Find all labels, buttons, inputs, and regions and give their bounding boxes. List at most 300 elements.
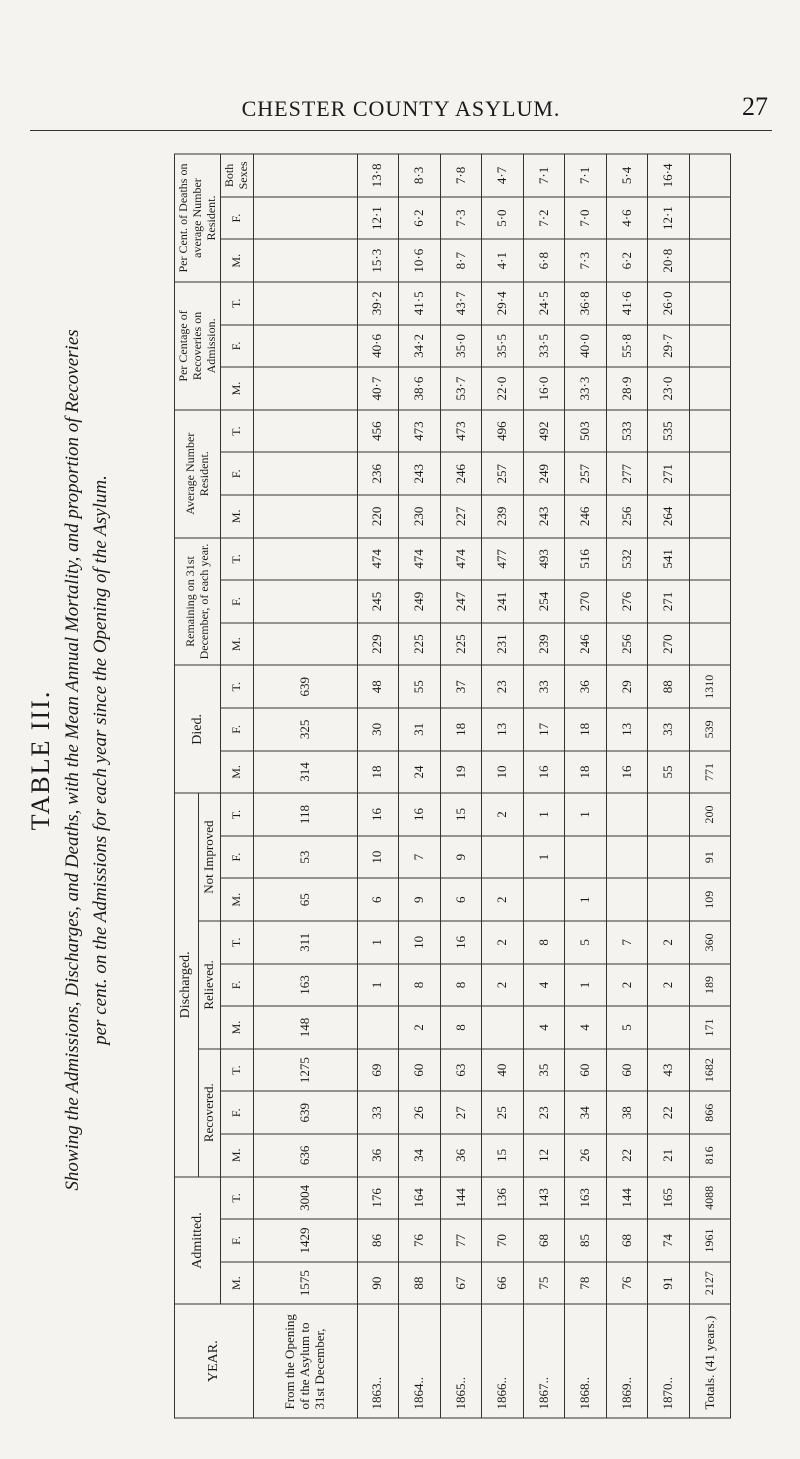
value-cell: 164 <box>399 1176 441 1219</box>
value-cell <box>648 1006 690 1049</box>
value-cell: 35 <box>523 1048 565 1091</box>
value-cell: 76 <box>399 1219 441 1262</box>
value-cell: 27 <box>440 1091 482 1134</box>
value-cell: 254 <box>523 580 565 623</box>
value-cell <box>689 580 731 623</box>
value-cell <box>689 196 731 239</box>
sex-subheader-f: F. <box>221 1219 254 1262</box>
value-cell: 60 <box>565 1048 607 1091</box>
value-cell: 15 <box>440 793 482 836</box>
value-cell: 18 <box>440 708 482 751</box>
value-cell: 246 <box>565 495 607 538</box>
value-cell: 19 <box>440 750 482 793</box>
value-cell: 8·3 <box>399 154 441 197</box>
value-cell: 866 <box>689 1091 731 1134</box>
sex-subheader-m: M. <box>221 367 254 410</box>
value-cell: 6 <box>440 878 482 921</box>
value-cell: 69 <box>357 1048 399 1091</box>
value-cell: 18 <box>565 750 607 793</box>
sex-subheader-t: T. <box>221 921 254 964</box>
value-cell: 33·3 <box>565 367 607 410</box>
value-cell: 15 <box>482 1134 524 1177</box>
value-cell: 29 <box>606 665 648 708</box>
value-cell: 8 <box>523 921 565 964</box>
sex-subheader-both: Both Sexes <box>221 154 254 197</box>
value-cell: 39·2 <box>357 282 399 325</box>
table-row <box>482 154 524 1418</box>
value-cell: 53 <box>253 835 357 878</box>
value-cell: 24·5 <box>523 282 565 325</box>
value-cell: 163 <box>253 963 357 1006</box>
value-cell: 17 <box>523 708 565 751</box>
table-row <box>440 154 482 1418</box>
value-cell: 1 <box>357 963 399 1006</box>
year-cell: 1865.. <box>440 1304 482 1418</box>
value-cell: 63 <box>440 1048 482 1091</box>
value-cell: 36 <box>565 665 607 708</box>
value-cell: 7·3 <box>565 239 607 282</box>
value-cell: 636 <box>253 1134 357 1177</box>
value-cell <box>253 282 357 325</box>
value-cell: 314 <box>253 750 357 793</box>
value-cell: 7·0 <box>565 196 607 239</box>
value-cell: 239 <box>523 622 565 665</box>
value-cell: 41·6 <box>606 282 648 325</box>
table-caption <box>20 175 152 1345</box>
value-cell: 76 <box>606 1261 648 1304</box>
value-cell <box>253 367 357 410</box>
col-remaining: Remaining on 31st December, of each year. <box>175 537 221 665</box>
value-cell: 639 <box>253 1091 357 1134</box>
value-cell: 23 <box>523 1091 565 1134</box>
col-not-improved: Not Improved <box>198 793 221 921</box>
value-cell <box>482 1006 524 1049</box>
running-title: CHESTER COUNTY ASYLUM. <box>241 96 561 121</box>
value-cell: 16 <box>440 921 482 964</box>
value-cell: 4·1 <box>482 239 524 282</box>
table-row <box>648 154 690 1418</box>
value-cell <box>253 324 357 367</box>
value-cell: 1 <box>523 835 565 878</box>
value-cell: 13 <box>482 708 524 751</box>
value-cell <box>253 622 357 665</box>
value-cell: 2 <box>606 963 648 1006</box>
value-cell: 136 <box>482 1176 524 1219</box>
value-cell: 37 <box>440 665 482 708</box>
value-cell <box>689 239 731 282</box>
value-cell: 816 <box>689 1134 731 1177</box>
sex-subheader-f: F. <box>221 580 254 623</box>
value-cell: 477 <box>482 537 524 580</box>
col-died: Died. <box>175 665 221 793</box>
value-cell: 22·0 <box>482 367 524 410</box>
value-cell: 75 <box>523 1261 565 1304</box>
sex-subheader-m: M. <box>221 750 254 793</box>
value-cell: 311 <box>253 921 357 964</box>
table-number: TABLE III. <box>26 689 55 831</box>
sex-subheader-m: M. <box>221 1134 254 1177</box>
value-cell: 36 <box>357 1134 399 1177</box>
value-cell <box>253 452 357 495</box>
value-cell: 535 <box>648 409 690 452</box>
table-row <box>606 154 648 1418</box>
value-cell: 26 <box>399 1091 441 1134</box>
sex-subheader-t: T. <box>221 537 254 580</box>
sex-subheader-m: M. <box>221 878 254 921</box>
sex-subheader-t: T. <box>221 793 254 836</box>
value-cell: 10·6 <box>399 239 441 282</box>
value-cell: 40·6 <box>357 324 399 367</box>
value-cell: 7·1 <box>523 154 565 197</box>
value-cell: 246 <box>565 622 607 665</box>
value-cell: 4·6 <box>606 196 648 239</box>
value-cell: 1 <box>565 878 607 921</box>
value-cell: 243 <box>399 452 441 495</box>
value-cell: 256 <box>606 495 648 538</box>
value-cell: 492 <box>523 409 565 452</box>
value-cell: 86 <box>357 1219 399 1262</box>
value-cell: 270 <box>565 580 607 623</box>
year-cell: 1867.. <box>523 1304 565 1418</box>
value-cell: 200 <box>689 793 731 836</box>
value-cell: 4088 <box>689 1176 731 1219</box>
value-cell <box>689 452 731 495</box>
value-cell: 40 <box>482 1048 524 1091</box>
table-row <box>357 154 399 1418</box>
value-cell: 65 <box>253 878 357 921</box>
sex-subheader-m: M. <box>221 239 254 282</box>
value-cell: 8·7 <box>440 239 482 282</box>
value-cell <box>253 196 357 239</box>
sex-subheader-f: F. <box>221 196 254 239</box>
value-cell: 21 <box>648 1134 690 1177</box>
value-cell: 55 <box>648 750 690 793</box>
value-cell <box>606 793 648 836</box>
col-recovered: Recovered. <box>198 1048 221 1176</box>
value-cell: 516 <box>565 537 607 580</box>
value-cell: 1275 <box>253 1048 357 1091</box>
value-cell: 2 <box>399 1006 441 1049</box>
value-cell: 456 <box>357 409 399 452</box>
value-cell: 1 <box>357 921 399 964</box>
value-cell: 10 <box>482 750 524 793</box>
value-cell: 67 <box>440 1261 482 1304</box>
value-cell: 144 <box>440 1176 482 1219</box>
value-cell: 23·0 <box>648 367 690 410</box>
value-cell: 26 <box>565 1134 607 1177</box>
value-cell: 2 <box>482 963 524 1006</box>
value-cell <box>253 580 357 623</box>
value-cell <box>648 878 690 921</box>
value-cell: 257 <box>565 452 607 495</box>
value-cell: 239 <box>482 495 524 538</box>
value-cell: 7 <box>399 835 441 878</box>
value-cell: 12 <box>523 1134 565 1177</box>
sex-subheader-f: F. <box>221 324 254 367</box>
sex-subheader-t: T. <box>221 1048 254 1091</box>
table-body <box>253 154 730 1418</box>
value-cell <box>689 282 731 325</box>
value-cell: 5 <box>565 921 607 964</box>
value-cell: 6·2 <box>399 196 441 239</box>
value-cell: 5 <box>606 1006 648 1049</box>
value-cell: 231 <box>482 622 524 665</box>
year-cell: 1870.. <box>648 1304 690 1418</box>
value-cell: 55·8 <box>606 324 648 367</box>
sex-subheader-m: M. <box>221 1006 254 1049</box>
value-cell: 503 <box>565 409 607 452</box>
sex-subheader-t: T. <box>221 1176 254 1219</box>
value-cell: 189 <box>689 963 731 1006</box>
value-cell: 36·8 <box>565 282 607 325</box>
value-cell: 4 <box>565 1006 607 1049</box>
sex-subheader-f: F. <box>221 963 254 1006</box>
value-cell: 34 <box>399 1134 441 1177</box>
value-cell: 23 <box>482 665 524 708</box>
value-cell: 88 <box>399 1261 441 1304</box>
value-cell: 13·8 <box>357 154 399 197</box>
value-cell <box>482 835 524 878</box>
value-cell: 1429 <box>253 1219 357 1262</box>
value-cell: 539 <box>689 708 731 751</box>
value-cell: 277 <box>606 452 648 495</box>
value-cell <box>565 835 607 878</box>
value-cell: 3004 <box>253 1176 357 1219</box>
value-cell: 229 <box>357 622 399 665</box>
value-cell: 91 <box>648 1261 690 1304</box>
value-cell: 8 <box>440 963 482 1006</box>
value-cell: 34 <box>565 1091 607 1134</box>
value-cell <box>648 793 690 836</box>
value-cell: 12·1 <box>648 196 690 239</box>
value-cell: 70 <box>482 1219 524 1262</box>
value-cell: 163 <box>565 1176 607 1219</box>
value-cell: 31 <box>399 708 441 751</box>
value-cell <box>689 154 731 197</box>
value-cell: 40·7 <box>357 367 399 410</box>
value-cell: 29·4 <box>482 282 524 325</box>
value-cell: 247 <box>440 580 482 623</box>
value-cell: 7·3 <box>440 196 482 239</box>
value-cell <box>689 324 731 367</box>
sex-subheader-t: T. <box>221 665 254 708</box>
value-cell: 1 <box>523 793 565 836</box>
value-cell: 1575 <box>253 1261 357 1304</box>
value-cell: 16 <box>357 793 399 836</box>
year-cell: 1866.. <box>482 1304 524 1418</box>
value-cell: 533 <box>606 409 648 452</box>
value-cell: 9 <box>440 835 482 878</box>
value-cell: 8 <box>399 963 441 1006</box>
value-cell: 1682 <box>689 1048 731 1091</box>
value-cell: 271 <box>648 452 690 495</box>
value-cell: 36 <box>440 1134 482 1177</box>
value-cell: 30 <box>357 708 399 751</box>
value-cell: 1961 <box>689 1219 731 1262</box>
value-cell: 325 <box>253 708 357 751</box>
value-cell: 4 <box>523 963 565 1006</box>
table-row <box>399 154 441 1418</box>
value-cell <box>689 495 731 538</box>
value-cell: 12·1 <box>357 196 399 239</box>
value-cell: 276 <box>606 580 648 623</box>
value-cell: 18 <box>357 750 399 793</box>
value-cell: 22 <box>648 1091 690 1134</box>
col-discharged: Discharged. <box>175 793 199 1176</box>
value-cell: 360 <box>689 921 731 964</box>
value-cell: 60 <box>606 1048 648 1091</box>
value-cell: 33·5 <box>523 324 565 367</box>
value-cell: 264 <box>648 495 690 538</box>
value-cell: 13 <box>606 708 648 751</box>
value-cell: 2 <box>648 921 690 964</box>
sex-subheader-f: F. <box>221 835 254 878</box>
value-cell: 16 <box>606 750 648 793</box>
value-cell: 230 <box>399 495 441 538</box>
value-cell: 18 <box>565 708 607 751</box>
value-cell: 91 <box>689 835 731 878</box>
value-cell: 16 <box>523 750 565 793</box>
table-row <box>565 154 607 1418</box>
value-cell: 53·7 <box>440 367 482 410</box>
value-cell: 22 <box>606 1134 648 1177</box>
value-cell: 2 <box>482 793 524 836</box>
value-cell <box>689 367 731 410</box>
value-cell: 33 <box>357 1091 399 1134</box>
value-cell: 7 <box>606 921 648 964</box>
value-cell: 16 <box>399 793 441 836</box>
value-cell: 474 <box>399 537 441 580</box>
value-cell: 24 <box>399 750 441 793</box>
value-cell: 38 <box>606 1091 648 1134</box>
value-cell: 16·4 <box>648 154 690 197</box>
value-cell: 33 <box>648 708 690 751</box>
value-cell: 8 <box>440 1006 482 1049</box>
value-cell: 74 <box>648 1219 690 1262</box>
sex-subheader-f: F. <box>221 708 254 751</box>
value-cell: 29·7 <box>648 324 690 367</box>
value-cell: 1 <box>565 793 607 836</box>
value-cell: 245 <box>357 580 399 623</box>
value-cell: 109 <box>689 878 731 921</box>
value-cell: 6·8 <box>523 239 565 282</box>
value-cell: 5·0 <box>482 196 524 239</box>
value-cell: 88 <box>648 665 690 708</box>
value-cell: 148 <box>253 1006 357 1049</box>
sex-subheader-m: M. <box>221 495 254 538</box>
value-cell: 1 <box>565 963 607 1006</box>
value-cell: 20·8 <box>648 239 690 282</box>
value-cell: 176 <box>357 1176 399 1219</box>
value-cell: 532 <box>606 537 648 580</box>
sex-subheader-m: M. <box>221 622 254 665</box>
sex-subheader-t: T. <box>221 409 254 452</box>
value-cell <box>689 409 731 452</box>
value-cell <box>253 154 357 197</box>
value-cell: 6·2 <box>606 239 648 282</box>
value-cell: 38·6 <box>399 367 441 410</box>
value-cell <box>253 495 357 538</box>
year-cell: 1863.. <box>357 1304 399 1418</box>
statistics-table-area <box>174 153 726 1418</box>
value-cell: 6 <box>357 878 399 921</box>
value-cell <box>357 1006 399 1049</box>
value-cell <box>606 835 648 878</box>
value-cell: 40·0 <box>565 324 607 367</box>
value-cell: 68 <box>606 1219 648 1262</box>
col-average: Average Number Resident. <box>175 409 221 537</box>
year-cell: 1868.. <box>565 1304 607 1418</box>
value-cell: 474 <box>440 537 482 580</box>
value-cell: 7·8 <box>440 154 482 197</box>
table-row <box>689 154 731 1418</box>
value-cell: 10 <box>399 921 441 964</box>
value-cell: 249 <box>399 580 441 623</box>
caption-line-2: per cent. on the Admissions for each year since the Opening of the Asylum. <box>90 475 111 1045</box>
col-relieved: Relieved. <box>198 921 221 1049</box>
value-cell: 246 <box>440 452 482 495</box>
value-cell: 90 <box>357 1261 399 1304</box>
sex-subheader-m: M. <box>221 1261 254 1304</box>
value-cell: 143 <box>523 1176 565 1219</box>
value-cell: 225 <box>399 622 441 665</box>
value-cell: 1310 <box>689 665 731 708</box>
sex-subheader-row <box>221 154 254 1418</box>
value-cell: 771 <box>689 750 731 793</box>
value-cell: 4·7 <box>482 154 524 197</box>
value-cell: 473 <box>440 409 482 452</box>
value-cell: 34·2 <box>399 324 441 367</box>
value-cell: 257 <box>482 452 524 495</box>
value-cell <box>689 537 731 580</box>
value-cell: 7·1 <box>565 154 607 197</box>
year-cell: 1864.. <box>399 1304 441 1418</box>
col-admitted: Admitted. <box>175 1176 221 1304</box>
value-cell: 10 <box>357 835 399 878</box>
value-cell: 35·5 <box>482 324 524 367</box>
value-cell <box>648 835 690 878</box>
value-cell: 2 <box>482 921 524 964</box>
value-cell: 15·3 <box>357 239 399 282</box>
value-cell: 243 <box>523 495 565 538</box>
caption-line-1: Showing the Admissions, Discharges, and Deaths, with the Mean Annual Mortality, and proportion of Recoveries <box>62 329 83 1191</box>
value-cell: 256 <box>606 622 648 665</box>
value-cell: 66 <box>482 1261 524 1304</box>
value-cell: 68 <box>523 1219 565 1262</box>
value-cell: 5·4 <box>606 154 648 197</box>
value-cell: 639 <box>253 665 357 708</box>
value-cell: 496 <box>482 409 524 452</box>
value-cell <box>606 878 648 921</box>
table-row <box>253 154 357 1418</box>
year-cell: From the Opening of the Asylum to 31st December, <box>253 1304 357 1418</box>
value-cell: 25 <box>482 1091 524 1134</box>
value-cell: 43·7 <box>440 282 482 325</box>
value-cell: 33 <box>523 665 565 708</box>
col-pc-recoveries: Per Centage of Recoveries on Admission. <box>175 282 221 410</box>
value-cell: 9 <box>399 878 441 921</box>
value-cell: 220 <box>357 495 399 538</box>
value-cell: 144 <box>606 1176 648 1219</box>
year-cell: 1869.. <box>606 1304 648 1418</box>
value-cell: 271 <box>648 580 690 623</box>
value-cell <box>689 622 731 665</box>
value-cell: 26·0 <box>648 282 690 325</box>
value-cell <box>253 239 357 282</box>
value-cell: 60 <box>399 1048 441 1091</box>
value-cell: 2 <box>648 963 690 1006</box>
value-cell <box>253 409 357 452</box>
